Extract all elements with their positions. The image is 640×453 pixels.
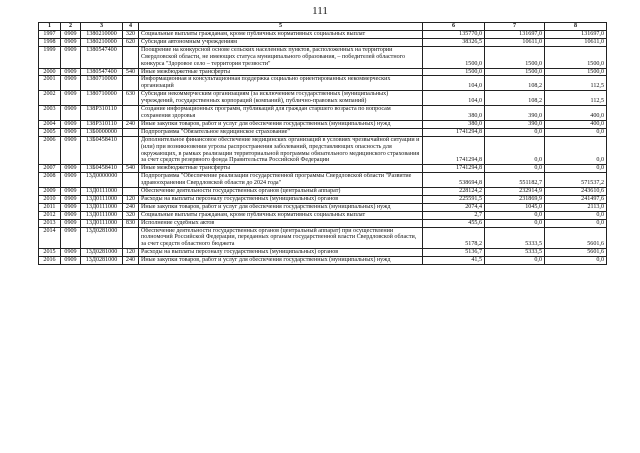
expense-type-cell xyxy=(123,173,139,188)
expense-type-cell: 320 xyxy=(123,31,139,39)
expense-type-cell: 830 xyxy=(123,219,139,227)
amount-year3-cell: 571537,2 xyxy=(545,173,607,188)
amount-year2-cell: 231869,9 xyxy=(485,195,545,203)
target-article-cell: 138Р310110 xyxy=(81,120,123,128)
row-number-cell: 2000 xyxy=(39,68,61,76)
row-number-cell: 1998 xyxy=(39,38,61,46)
amount-year2-cell: 1500,0 xyxy=(485,68,545,76)
table-row xyxy=(39,46,607,68)
section-code-cell: 0909 xyxy=(61,219,81,227)
table-row xyxy=(39,76,607,91)
description-cell: Иные межбюджетные трансферты xyxy=(139,68,423,76)
table-row xyxy=(39,128,607,136)
section-code-cell: 0909 xyxy=(61,68,81,76)
amount-year2-cell: 232914,9 xyxy=(485,188,545,196)
target-article-cell: 1380547400 xyxy=(81,46,123,68)
amount-year1-cell: 5136,7 xyxy=(423,249,485,257)
amount-year1-cell: 1741294,8 xyxy=(423,136,485,165)
table-row xyxy=(39,31,607,39)
expense-type-cell xyxy=(123,136,139,165)
section-code-cell: 0909 xyxy=(61,195,81,203)
amount-year2-cell: 1500,0 xyxy=(485,46,545,68)
amount-year3-cell: 131697,0 xyxy=(545,31,607,39)
description-cell: Исполнение судебных актов xyxy=(139,219,423,227)
table-row xyxy=(39,106,607,121)
description-cell: Расходы на выплаты персоналу государственных (муниципальных) органов xyxy=(139,195,423,203)
column-header: 3 xyxy=(81,23,123,31)
amount-year2-cell: 0,0 xyxy=(485,211,545,219)
amount-year3-cell: 241497,6 xyxy=(545,195,607,203)
row-number-cell: 2014 xyxy=(39,227,61,249)
amount-year1-cell: 380,0 xyxy=(423,120,485,128)
description-cell: Расходы на выплаты персоналу государственных (муниципальных) органов xyxy=(139,249,423,257)
section-code-cell: 0909 xyxy=(61,136,81,165)
amount-year2-cell: 390,0 xyxy=(485,120,545,128)
description-cell: Обеспечение деятельности государственных органов (центральный аппарат) xyxy=(139,188,423,196)
description-cell: Социальные выплаты гражданам, кроме публичных нормативных социальных выплат xyxy=(139,211,423,219)
table-row xyxy=(39,91,607,106)
amount-year2-cell: 551182,7 xyxy=(485,173,545,188)
row-number-cell: 2001 xyxy=(39,76,61,91)
amount-year3-cell: 112,5 xyxy=(545,76,607,91)
target-article-cell: 13Д0281000 xyxy=(81,227,123,249)
section-code-cell: 0909 xyxy=(61,38,81,46)
amount-year2-cell: 10611,0 xyxy=(485,38,545,46)
row-number-cell: 2005 xyxy=(39,128,61,136)
row-number-cell: 2007 xyxy=(39,165,61,173)
expense-type-cell: 240 xyxy=(123,203,139,211)
amount-year3-cell: 5601,6 xyxy=(545,227,607,249)
target-article-cell: 13Д0000000 xyxy=(81,173,123,188)
column-header: 8 xyxy=(545,23,607,31)
amount-year2-cell: 1045,0 xyxy=(485,203,545,211)
expense-type-cell: 120 xyxy=(123,249,139,257)
amount-year2-cell: 5333,5 xyxy=(485,227,545,249)
amount-year3-cell: 2113,0 xyxy=(545,203,607,211)
amount-year2-cell: 0,0 xyxy=(485,219,545,227)
expense-type-cell: 630 xyxy=(123,91,139,106)
target-article-cell: 13Д0111000 xyxy=(81,195,123,203)
expense-type-cell: 240 xyxy=(123,120,139,128)
amount-year1-cell: 2074,4 xyxy=(423,203,485,211)
expense-type-cell: 540 xyxy=(123,68,139,76)
amount-year3-cell: 1500,0 xyxy=(545,68,607,76)
table-row xyxy=(39,227,607,249)
section-code-cell: 0909 xyxy=(61,173,81,188)
amount-year2-cell: 131697,0 xyxy=(485,31,545,39)
table-row xyxy=(39,195,607,203)
section-code-cell: 0909 xyxy=(61,76,81,91)
expense-type-cell: 120 xyxy=(123,195,139,203)
amount-year1-cell: 5178,2 xyxy=(423,227,485,249)
table-row xyxy=(39,257,607,265)
section-code-cell: 0909 xyxy=(61,31,81,39)
target-article-cell: 13Д0281000 xyxy=(81,249,123,257)
amount-year2-cell: 5333,5 xyxy=(485,249,545,257)
amount-year2-cell: 0,0 xyxy=(485,257,545,265)
amount-year3-cell: 112,5 xyxy=(545,91,607,106)
amount-year1-cell: 1741294,8 xyxy=(423,165,485,173)
amount-year1-cell: 228124,2 xyxy=(423,188,485,196)
row-number-cell: 2012 xyxy=(39,211,61,219)
section-code-cell: 0909 xyxy=(61,120,81,128)
target-article-cell: 13Д0111000 xyxy=(81,219,123,227)
row-number-cell: 2016 xyxy=(39,257,61,265)
expense-type-cell: 240 xyxy=(123,257,139,265)
amount-year3-cell: 243610,6 xyxy=(545,188,607,196)
amount-year2-cell: 0,0 xyxy=(485,165,545,173)
description-cell: Иные межбюджетные трансферты xyxy=(139,165,423,173)
expense-type-cell xyxy=(123,227,139,249)
column-header: 6 xyxy=(423,23,485,31)
section-code-cell: 0909 xyxy=(61,249,81,257)
row-number-cell: 2002 xyxy=(39,91,61,106)
amount-year3-cell: 0,0 xyxy=(545,165,607,173)
table-row xyxy=(39,188,607,196)
expense-type-cell xyxy=(123,128,139,136)
amount-year3-cell: 0,0 xyxy=(545,211,607,219)
amount-year1-cell: 1500,0 xyxy=(423,68,485,76)
column-header: 4 xyxy=(123,23,139,31)
description-cell: Иные закупки товаров, работ и услуг для обеспечения государственных (муниципальных) нужд xyxy=(139,257,423,265)
expense-type-cell: 620 xyxy=(123,38,139,46)
amount-year2-cell: 0,0 xyxy=(485,136,545,165)
table-row xyxy=(39,120,607,128)
row-number-cell: 2013 xyxy=(39,219,61,227)
amount-year3-cell: 5601,6 xyxy=(545,249,607,257)
amount-year1-cell: 2,7 xyxy=(423,211,485,219)
amount-year3-cell: 1500,0 xyxy=(545,46,607,68)
target-article-cell: 1380547400 xyxy=(81,68,123,76)
target-article-cell: 1380710000 xyxy=(81,76,123,91)
row-number-cell: 2009 xyxy=(39,188,61,196)
section-code-cell: 0909 xyxy=(61,227,81,249)
amount-year1-cell: 41,5 xyxy=(423,257,485,265)
description-cell: Обеспечение деятельности государственных органов (центральный аппарат) при осуществлении полномочий Российской Федерации, переданных органам государственной власти Свердловской области, за счет средств областного бюджета xyxy=(139,227,423,249)
table-row xyxy=(39,211,607,219)
column-header: 2 xyxy=(61,23,81,31)
amount-year2-cell: 108,2 xyxy=(485,91,545,106)
table-row xyxy=(39,249,607,257)
table-row xyxy=(39,136,607,165)
section-code-cell: 0909 xyxy=(61,211,81,219)
target-article-cell: 13Д0111000 xyxy=(81,211,123,219)
target-article-cell: 13Д0281000 xyxy=(81,257,123,265)
description-cell: Субсидии некоммерческим организациям (за исключением государственных (муниципальных) учреждений, государственных корпораций (компаний), публично-правовых компаний) xyxy=(139,91,423,106)
target-article-cell: 13Д0111000 xyxy=(81,188,123,196)
row-number-cell: 2010 xyxy=(39,195,61,203)
target-article-cell: 13Б0458410 xyxy=(81,165,123,173)
amount-year1-cell: 38326,5 xyxy=(423,38,485,46)
expense-type-cell xyxy=(123,46,139,68)
description-cell: Подпрограмма "Обеспечение реализации государственной программы Свердловской области "Развитие здравоохранения Свердловской области до 2024 года" xyxy=(139,173,423,188)
amount-year2-cell: 0,0 xyxy=(485,128,545,136)
amount-year1-cell: 1500,0 xyxy=(423,46,485,68)
description-cell: Информационная и консультационная поддержка социально ориентированных некоммерческих организаций xyxy=(139,76,423,91)
table-row xyxy=(39,173,607,188)
description-cell: Иные закупки товаров, работ и услуг для обеспечения государственных (муниципальных) нужд xyxy=(139,203,423,211)
row-number-cell: 2006 xyxy=(39,136,61,165)
column-header: 7 xyxy=(485,23,545,31)
description-cell: Создание информационных программ, публикаций для граждан старшего возраста по вопросам сохранения здоровья xyxy=(139,106,423,121)
header-row xyxy=(39,23,607,31)
table-body xyxy=(39,31,607,265)
section-code-cell: 0909 xyxy=(61,91,81,106)
expense-type-cell xyxy=(123,76,139,91)
row-number-cell: 1997 xyxy=(39,31,61,39)
row-number-cell: 2015 xyxy=(39,249,61,257)
column-header: 1 xyxy=(39,23,61,31)
row-number-cell: 2003 xyxy=(39,106,61,121)
amount-year1-cell: 135770,0 xyxy=(423,31,485,39)
amount-year3-cell: 400,0 xyxy=(545,120,607,128)
row-number-cell: 2008 xyxy=(39,173,61,188)
amount-year3-cell: 0,0 xyxy=(545,257,607,265)
description-cell: Подпрограмма "Обязательное медицинское страхование" xyxy=(139,128,423,136)
amount-year1-cell: 380,0 xyxy=(423,106,485,121)
target-article-cell: 1380210000 xyxy=(81,38,123,46)
amount-year2-cell: 108,2 xyxy=(485,76,545,91)
target-article-cell: 13Б0458410 xyxy=(81,136,123,165)
section-code-cell: 0909 xyxy=(61,128,81,136)
amount-year1-cell: 225591,5 xyxy=(423,195,485,203)
amount-year1-cell: 104,0 xyxy=(423,76,485,91)
page-number: 111 xyxy=(312,5,328,17)
row-number-cell: 2004 xyxy=(39,120,61,128)
target-article-cell: 1380710000 xyxy=(81,91,123,106)
amount-year1-cell: 1741294,8 xyxy=(423,128,485,136)
expense-type-cell xyxy=(123,106,139,121)
description-cell: Поощрение на конкурсной основе сельских населенных пунктов, расположенных на территории Свердловской области, не имеющих статуса муниципального образования, – победителей областного конкурса "Здоровое село – территория трезвости" xyxy=(139,46,423,68)
description-cell: Субсидии автономным учреждениям xyxy=(139,38,423,46)
section-code-cell: 0909 xyxy=(61,188,81,196)
section-code-cell: 0909 xyxy=(61,46,81,68)
table-row xyxy=(39,38,607,46)
amount-year1-cell: 538694,8 xyxy=(423,173,485,188)
amount-year1-cell: 104,0 xyxy=(423,91,485,106)
description-cell: Социальные выплаты гражданам, кроме публичных нормативных социальных выплат xyxy=(139,31,423,39)
column-header: 5 xyxy=(139,23,423,31)
section-code-cell: 0909 xyxy=(61,203,81,211)
target-article-cell: 13Б0000000 xyxy=(81,128,123,136)
target-article-cell: 138Р310110 xyxy=(81,106,123,121)
description-cell: Дополнительное финансовое обеспечение медицинских организаций в условиях чрезвычайной ситуации и (или) при возникновении угрозы распространения заболеваний, представляющих опасность для окружающих, в рамках реализации территориальной программы обязательного медицинского страхования за счет средств резервного фонда Правительства Российской Федерации xyxy=(139,136,423,165)
target-article-cell: 13Д0111000 xyxy=(81,203,123,211)
budget-table xyxy=(38,22,607,265)
table-row xyxy=(39,219,607,227)
section-code-cell: 0909 xyxy=(61,257,81,265)
section-code-cell: 0909 xyxy=(61,165,81,173)
amount-year3-cell: 10611,0 xyxy=(545,38,607,46)
amount-year3-cell: 0,0 xyxy=(545,136,607,165)
table-row xyxy=(39,68,607,76)
row-number-cell: 2011 xyxy=(39,203,61,211)
expense-type-cell: 320 xyxy=(123,211,139,219)
amount-year3-cell: 0,0 xyxy=(545,219,607,227)
expense-type-cell: 540 xyxy=(123,165,139,173)
table-row xyxy=(39,203,607,211)
amount-year2-cell: 390,0 xyxy=(485,106,545,121)
amount-year3-cell: 400,0 xyxy=(545,106,607,121)
target-article-cell: 1380210000 xyxy=(81,31,123,39)
amount-year1-cell: 455,6 xyxy=(423,219,485,227)
row-number-cell: 1999 xyxy=(39,46,61,68)
section-code-cell: 0909 xyxy=(61,106,81,121)
amount-year3-cell: 0,0 xyxy=(545,128,607,136)
description-cell: Иные закупки товаров, работ и услуг для обеспечения государственных (муниципальных) нужд xyxy=(139,120,423,128)
table-row xyxy=(39,165,607,173)
expense-type-cell xyxy=(123,188,139,196)
